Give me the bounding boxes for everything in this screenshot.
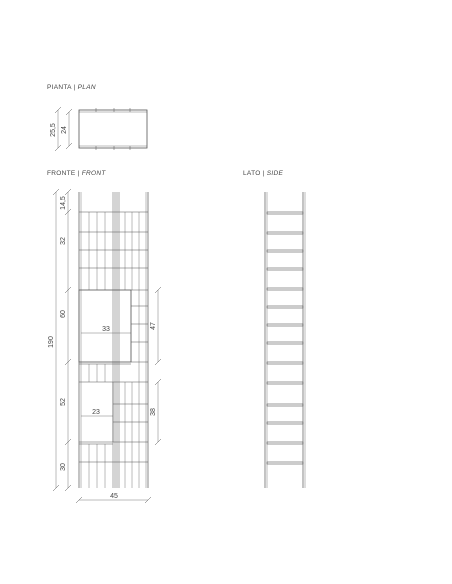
front-lower-mid-dim: 52: [60, 398, 67, 406]
plan-inner-dim: 24: [61, 126, 68, 134]
front-upper-dim: 32: [60, 237, 67, 245]
plan-outer-dim: 25,5: [50, 123, 57, 137]
front-label-en: FRONT: [81, 170, 106, 177]
front-total-height: 190: [48, 336, 55, 348]
front-label-it: FRONTE: [47, 170, 76, 177]
side-view: [265, 192, 305, 488]
front-top-dim: 14,5: [60, 196, 67, 210]
front-bottom-dim: 30: [60, 463, 67, 471]
front-slats-upper: [89, 212, 139, 290]
front-mid-dim: 60: [60, 310, 67, 318]
side-label-sep: |: [260, 170, 267, 177]
front-slats-lower: [89, 290, 139, 488]
front-dim-ticks: [53, 189, 161, 503]
front-right-upper-dim: 47: [150, 322, 157, 330]
front-width-dim: 45: [110, 493, 118, 500]
plan-outline: [79, 110, 147, 148]
side-label-en: SIDE: [266, 170, 284, 177]
plan-view: [55, 107, 147, 151]
plan-label-sep: |: [71, 84, 78, 91]
side-label-it: LATO: [243, 170, 261, 177]
front-opening-upper-width: 33: [102, 326, 110, 333]
front-shelves: [79, 212, 148, 462]
plan-label-it: PIANTA: [47, 84, 72, 91]
front-view: [53, 189, 161, 503]
front-opening-lower-width: 23: [92, 409, 100, 416]
front-label-sep: |: [75, 170, 82, 177]
front-right-lower-dim: 38: [150, 408, 157, 416]
plan-label-en: PLAN: [77, 84, 96, 91]
side-shelves: [267, 212, 303, 464]
front-dim-lines: [56, 192, 158, 500]
plan-ticks: [96, 108, 130, 150]
